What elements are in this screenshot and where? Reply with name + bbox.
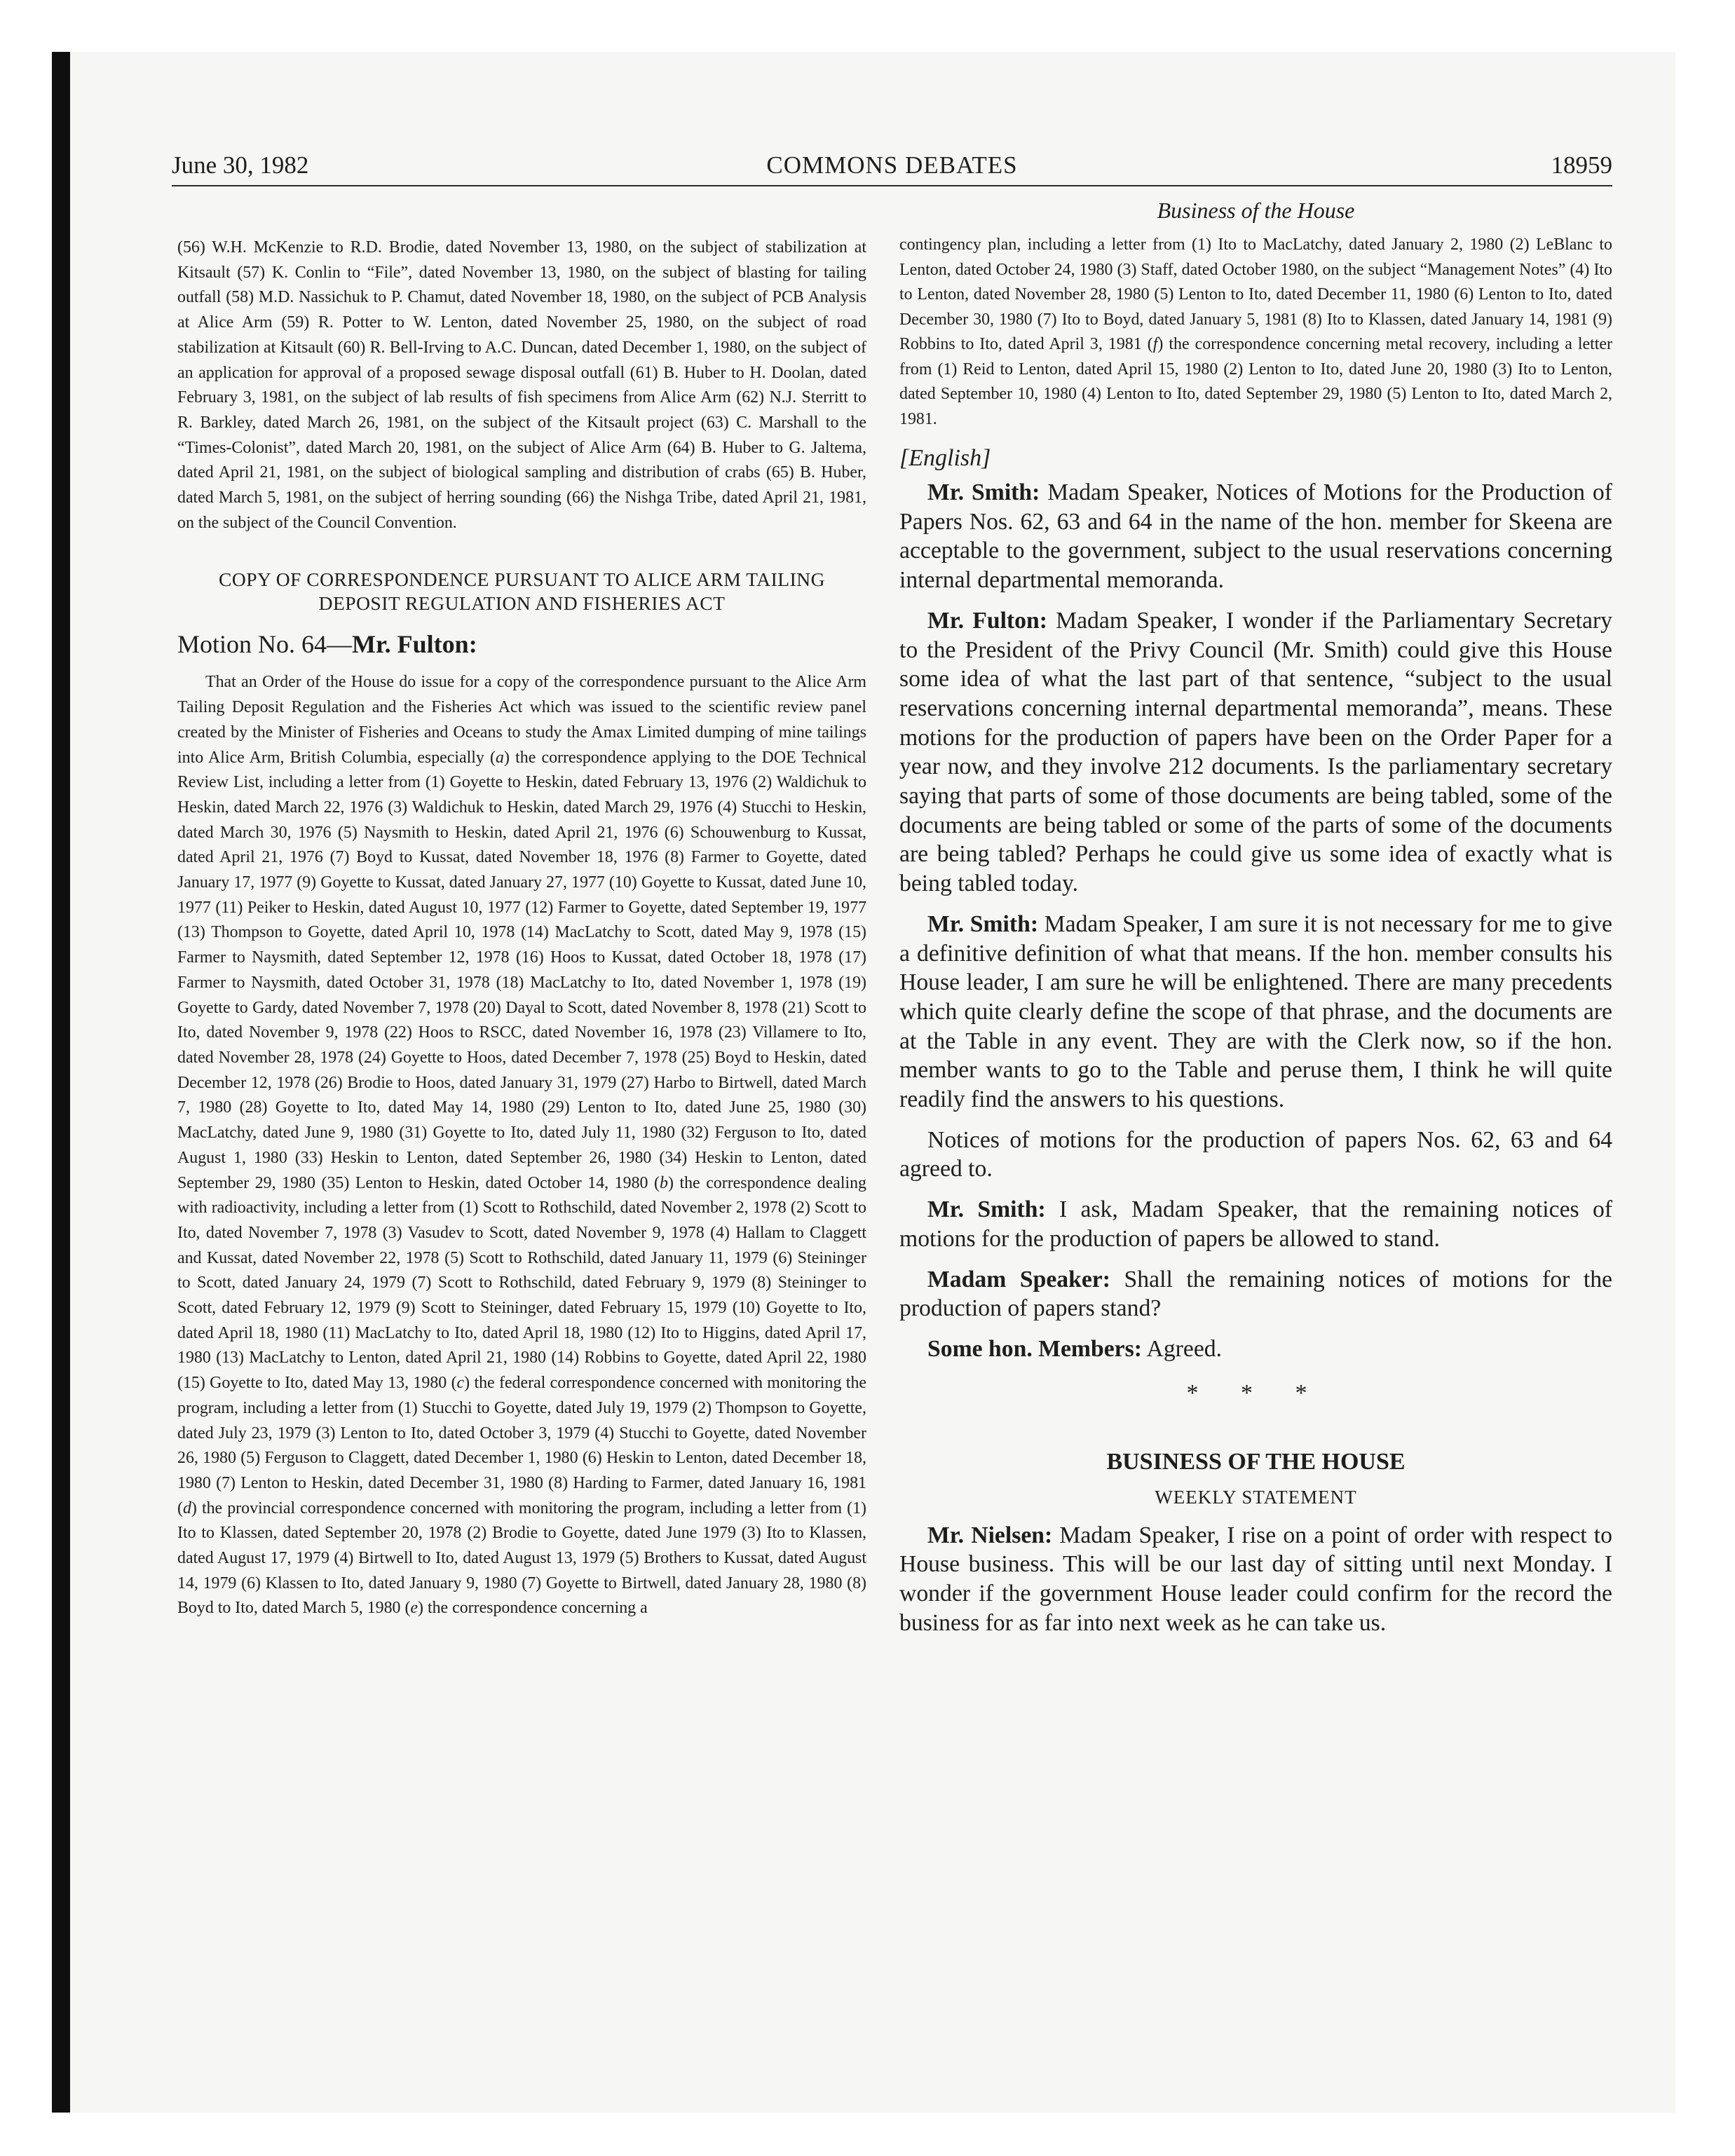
scan-edge-bar <box>52 52 70 2113</box>
speech-paragraph: Madam Speaker: Shall the remaining notices of motions for the production of papers stand? <box>899 1266 1613 1322</box>
speech-paragraph: Mr. Smith: I ask, Madam Speaker, that the remaining notices of motions for the production of papers be allowed to stand. <box>899 1196 1613 1252</box>
motion-label: Motion No. 64— <box>177 630 353 659</box>
speech-paragraph: Mr. Nielsen: Madam Speaker, I rise on a point of order with respect to House business. This will be our last day of sitting until next Monday. I wonder if the government House leader could confirm for the record the business for as far into next week as he can take us. <box>899 1522 1612 1636</box>
speaker-name: Mr. Fulton: <box>927 607 1047 634</box>
speaker-name: Madam Speaker: <box>927 1266 1110 1292</box>
speaker-name: Some hon. Members: <box>927 1335 1142 1362</box>
speech-paragraph: Some hon. Members: Agreed. <box>927 1335 1223 1362</box>
list-continuation-right: contingency plan, including a letter from (1) Ito to MacLatchy, dated January 2, 1980 (2) LeBlanc to Lenton, dated October 24, 1980 (3) Staff, dated October 1980, on the subject “Management Notes” (4) Ito to Lenton, dated November 28, 1980 (5) Lenton to Ito, dated December 11, 1980 (6) Lenton to Ito, dated December 30, 1980 (7) Ito to Boyd, dated January 5, 1981 (8) Ito to Klassen, dated January 14, 1981 (9) Robbins to Ito, dated April 3, 1981 (f) the correspondence concerning metal recovery, including a letter from (1) Reid to Lenton, dated April 15, 1980 (2) Lenton to Ito, dated June 20, 1980 (3) Ito to Lenton, dated September 10, 1980 (4) Lenton to Ito, dated September 29, 1980 (5) Lenton to Ito, dated March 2, 1981. <box>899 236 1612 428</box>
speaker-name: Mr. Smith: <box>927 1196 1046 1223</box>
motion-text: That an Order of the House do issue for a copy of the correspondence pursuant to the Alice Arm Tailing Deposit Regulation and the Fisheries Act which was issued to the scientific review panel created by the Minister of Fisheries and Oceans to study the Amax Limited dumping of mine tailings into Alice Arm, British Columbia, especially (a) the correspondence applying to the DOE Technical Review List, including a letter from (1) Goyette to Heskin, dated February 13, 1976 (2) Waldichuk to Heskin, dated March 22, 1976 (3) Waldichuk to Heskin, dated March 29, 1976 (4) Stucchi to Heskin, dated March 30, 1976 (5) Naysmith to Heskin, dated April 21, 1976 (6) Schouwenburg to Kussat, dated April 21, 1976 (7) Boyd to Kussat, dated November 18, 1976 (8) Farmer to Goyette, dated January 17, 1977 (9) Goyette to Kussat, dated January 27, 1977 (10) Goyette to Kussat, dated June 10, 1977 (11) Peiker to Heskin, dated August 10, 1977 (12) Farmer to Goyette, dated September 19, 1977 (13) Thompson to Goyette, dated April 10, 1978 (14) MacLatchy to Scott, dated May 9, 1978 (15) Farmer to Naysmith, dated September 12, 1978 (16) Hoos to Kussat, dated October 18, 1978 (17) Farmer to Naysmith, dated October 31, 1978 (18) MacLatchy to Ito, dated November 1, 1978 (19) Goyette to Gardy, dated November 7, 1978 (20) Dayal to Scott, dated November 8, 1978 (21) Scott to Ito, dated November 9, 1978 (22) Hoos to RSCC, dated November 16, 1978 (23) Villamere to Ito, dated November 28, 1978 (24) Goyette to Hoos, dated December 7, 1978 (25) Boyd to Heskin, dated December 12, 1978 (26) Brodie to Hoos, dated January 31, 1979 (27) Harbo to Birtwell, dated March 7, 1980 (28) Goyette to Ito, dated May 14, 1980 (29) Lenton to Ito, dated June 25, 1980 (30) MacLatchy, dated June 9, 1980 (31) Goyette to Ito, dated July 11, 1980 (32) Ferguson to Ito, dated August 1, 1980 (33) Heskin to Lenton, dated September 26, 1980 (34) Heskin to Lenton, dated September 29, 1980 (35) Lenton to Heskin, dated October 14, 1980 (b) the correspondence dealing with radioactivity, including a letter from (1) Scott to Rothschild, dated November 2, 1978 (2) Scott to Ito, dated November 7, 1978 (3) Vasudev to Scott, dated November 9, 1978 (4) Hallam to Claggett and Kussat, dated November 22, 1978 (5) Scott to Rothschild, dated January 11, 1979 (6) Steininger to Scott, dated January 24, 1979 (7) Scott to Rothschild, dated February 9, 1979 (8) Steininger to Scott, dated February 12, 1979 (9) Scott to Steininger, dated February 15, 1979 (10) Goyette to Ito, dated April 18, 1980 (11) MacLatchy to Ito, dated April 18, 1980 (12) Ito to Higgins, dated April 17, 1980 (13) MacLatchy to Lenton, dated April 21, 1980 (14) Robbins to Goyette, dated April 22, 1980 (15) Goyette to Ito, dated May 13, 1980 (c) the federal correspondence concerned with monitoring the program, including a letter from (1) Stucchi to Goyette, dated July 19, 1979 (2) Thompson to Goyette, dated July 23, 1979 (3) Lenton to Ito, dated October 3, 1979 (4) Stucchi to Goyette, dated November 26, 1980 (5) Ferguson to Claggett, dated December 1, 1980 (6) Heskin to Lenton, dated December 18, 1980 (7) Lenton to Heskin, dated December 31, 1980 (8) Harding to Farmer, dated January 16, 1981 (d) the provincial correspondence concerned with monitoring the program, including a letter from (1) Ito to Klassen, dated September 20, 1978 (2) Brodie to Goyette, dated June 1979 (3) Ito to Klassen, dated August 17, 1979 (4) Birtwell to Ito, dated August 13, 1979 (5) Brothers to Kussat, dated August 14, 1979 (6) Klassen to Ito, dated January 9, 1980 (7) Goyette to Birtwell, dated January 28, 1980 (8) Boyd to Ito, dated March 5, 1980 (e) the correspondence concerning a <box>177 673 866 1618</box>
business-title: BUSINESS OF THE HOUSE <box>1106 1448 1406 1475</box>
motion-member: Mr. Fulton: <box>352 630 477 659</box>
section-title: COPY OF CORRESPONDENCE PURSUANT TO ALICE ARM TAILING DEPOSIT REGULATION AND FISHERIES ACT <box>219 568 825 615</box>
weekly-statement-subtitle: WEEKLY STATEMENT <box>1155 1486 1357 1508</box>
procedural-note: Notices of motions for the production of papers Nos. 62, 63 and 64 agreed to. <box>899 1126 1612 1182</box>
speaker-name: Mr. Nielsen: <box>927 1522 1053 1548</box>
speech-paragraph: Mr. Smith: Madam Speaker, I am sure it is not necessary for me to give a definitive definition of what that means. If the hon. member consults his House leader, I am sure he will be enlightened. There are many precedents which quite clearly define the scope of that phrase, and the documents are at the Table in any event. They are with the Clerk now, so if the hon. member wants to go to the Table and peruse them, I think he will quite readily find the answers to his questions. <box>899 910 1613 1113</box>
speech-paragraph: Mr. Smith: Madam Speaker, Notices of Motions for the Production of Papers Nos. 62, 63 and 64 in the name of the hon. member for Skeena are acceptable to the government, subject to the usual reservations concerning internal departmental memoranda. <box>899 479 1612 594</box>
list-continuation: (56) W.H. McKenzie to R.D. Brodie, dated November 13, 1980, on the subject of stabilization at Kitsault (57) K. Conlin to “File”, dated November 13, 1980, on the subject of blasting for tailing outfall (58) M.D. Nassichuk to P. Chamut, dated November 18, 1980, on the subject of PCB Analysis at Alice Arm (59) R. Potter to W. Lenton, dated November 25, 1980, on the subject of road stabilization at Kitsault (60) R. Bell-Irving to A.C. Duncan, dated December 1, 1980, on the subject of an application for approval of a proposed sewage disposal outfall (61) B. Huber to H. Doolan, dated February 3, 1981, on the subject of lab results of fish specimens from Alice Arm (62) N.J. Sterritt to R. Barkley, dated March 26, 1981, on the subject of the Kitsault project (63) C. Marshall to the “Times-Colonist”, dated March 20, 1981, on the subject of Alice Arm (64) B. Huber to G. Jaltema, dated April 21, 1981, on the subject of biological sampling and distribution of crabs (65) B. Huber, dated March 5, 1981, on the subject of herring sounding (66) the Nishga Tribe, dated April 21, 1981, on the subject of the Council Convention. <box>177 238 866 532</box>
speaker-name: Mr. Smith: <box>927 910 1039 937</box>
running-section-title: Business of the House <box>1157 198 1355 223</box>
speech-paragraph: Mr. Fulton: Madam Speaker, I wonder if the Parliamentary Secretary to the President of the Privy Council (Mr. Smith) could give this House some idea of what the last part of that sentence, “subject to the usual reservations concerning internal departmental memoranda”, means. These motions for the production of papers have been on the Order Paper for a year now, and they involve 212 documents. Is the parliamentary secretary saying that parts of some of those documents are being tabled, some of the documents are being tabled or some of the parts of some of the documents are being tabled? Perhaps he could give us some idea of exactly what is being tabled today. <box>899 607 1612 897</box>
header-publication: COMMONS DEBATES <box>766 151 1018 179</box>
language-marker: [English] <box>899 445 991 471</box>
motion-heading <box>177 628 866 660</box>
right-column <box>899 196 1612 1649</box>
speaker-name: Mr. Smith: <box>927 479 1040 505</box>
section-separator: * * * <box>1186 1379 1326 1406</box>
header-date: June 30, 1982 <box>172 151 309 179</box>
header-page-number: 18959 <box>1551 151 1612 179</box>
running-header <box>172 146 1612 186</box>
left-column <box>177 196 866 1621</box>
